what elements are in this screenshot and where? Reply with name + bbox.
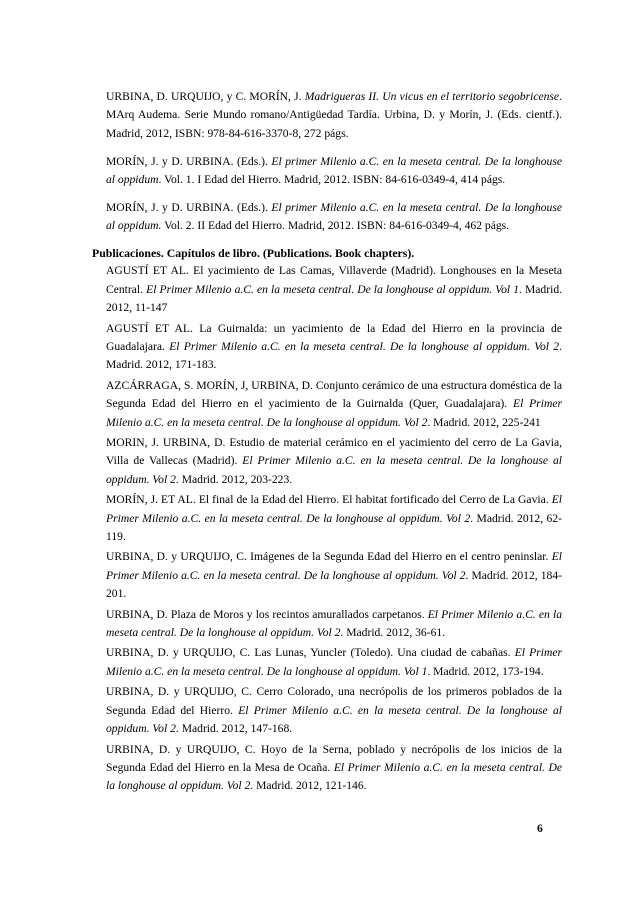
chapter-7-book-title: El Primer Milenio a.C. en la meseta central. De la longhouse al oppidum. Vol 2 (106, 607, 562, 640)
book-entry-2 (106, 153, 562, 190)
chapter-1-text: AGUSTÍ ET AL. El yacimiento de Las Camas, Villaverde (Madrid). Longhouses en la Meseta Central. (106, 264, 562, 296)
chapter-entry-10 (106, 741, 562, 796)
book-3-title: El primer Milenio a.C. en la meseta central. De la longhouse al oppidum. (106, 201, 562, 233)
chapter-1-details: . Madrid. 2012, 11-147 (106, 282, 563, 315)
book-entry-3 (106, 199, 562, 236)
chapter-entry-1 (106, 262, 562, 317)
chapter-6-details: . Madrid. 2012, 184-201. (106, 568, 562, 601)
bibliography-content (92, 88, 562, 798)
book-entry-1 (106, 88, 562, 143)
book-1-details: . MArq Audema. Serie Mundo romano/Antigüedad Tardía. Urbina, D. y Morín, J. (Eds. cientf.). Madrid, 2012, ISBN: 978-84-616-3370-8, 272 págs. (106, 90, 562, 140)
book-2-title: El primer Milenio a.C. en la meseta central. De la longhouse al oppidum (106, 154, 562, 187)
chapter-entry-8 (106, 644, 562, 681)
chapter-4-text: MORIN, J. URBINA, D. Estudio de material cerámico en el yacimiento del cerro de La Gavia, Villa de Vallecas (Madrid). (106, 436, 562, 468)
chapter-entry-5 (106, 491, 562, 546)
chapter-10-book-title: El Primer Milenio a.C. en la meseta central. De la longhouse al oppidum. Vol 2 (106, 760, 562, 793)
chapter-2-text: AGUSTÍ ET AL. La Guirnalda: un yacimiento de la Edad del Hierro en la provincia de Guadalajara. (106, 321, 562, 353)
chapter-5-book-title: El Primer Milenio a.C. en la meseta central. De la longhouse al oppidum. Vol 2 (106, 493, 562, 525)
chapter-5-text: MORÍN, J. ET AL. El final de la Edad del Hierro. El habitat fortificado del Cerro de La Gavia. (106, 493, 552, 507)
chapter-10-text: URBINA, D. y URQUIJO, C. Hoyo de la Serna, poblado y necrópolis de los inicios de la Segunda Edad del Hierro en la Mesa de Ocaña. (106, 742, 562, 774)
chapter-8-book-title: El Primer Milenio a.C. en la meseta central. De la longhouse al oppidum. Vol 1 (106, 646, 563, 678)
chapter-3-details: . Madrid. 2012, 225-241 (427, 415, 541, 429)
book-1-title: Madrigueras II. Un vicus en el territorio segobricense (304, 90, 560, 103)
book-3-authors: MORÍN, J. y D. URBINA. (Eds.). (106, 201, 272, 215)
book-2-authors: MORÍN, J. y D. URBINA. (Eds.). (106, 154, 272, 168)
chapter-2-book-title: El Primer Milenio a.C. en la meseta central. De la longhouse al oppidum. Vol 2 (169, 339, 560, 353)
chapter-1-book-title: El Primer Milenio a.C. en la meseta central. De la longhouse al oppidum. Vol 1 (146, 282, 519, 296)
page-number: 6 (537, 823, 543, 835)
chapter-entry-2 (106, 320, 562, 375)
chapter-entry-6 (106, 548, 562, 603)
chapter-8-text: URBINA, D. y URQUIJO, C. Las Lunas, Yuncler (Toledo). Una ciudad de cabañas. (106, 646, 515, 660)
chapter-9-text: URBINA, D. y URQUIJO, C. Cerro Colorado, una necrópolis de los primeros poblados de la Segunda Edad del Hierro. (106, 685, 562, 717)
book-2-details: . Vol. 1. I Edad del Hierro. Madrid, 2012. ISBN: 84-616-0349-4, 414 págs. (158, 173, 506, 187)
chapter-8-details: . Madrid. 2012, 173-194. (427, 664, 544, 678)
book-3-details: Vol. 2. II Edad del Hierro. Madrid, 2012. ISBN: 84-616-0349-4, 462 págs. (161, 219, 510, 233)
chapter-9-book-title: El Primer Milenio a.C. en la meseta central. De la longhouse al oppidum. Vol 2 (106, 703, 562, 736)
chapter-5-details: . Madrid. 2012, 62-119. (106, 511, 563, 544)
chapter-3-book-title: El Primer Milenio a.C. en la meseta central. De la longhouse al oppidum. Vol 2 (106, 397, 563, 429)
chapter-9-details: . Madrid. 2012, 147-168. (175, 722, 293, 736)
chapter-6-text: URBINA, D. y URQUIJO, C. Imágenes de la Segunda Edad del Hierro en el centro peninslar. (106, 550, 552, 564)
chapter-7-text: URBINA, D. Plaza de Moros y los recintos amurallados carpetanos. (106, 607, 428, 621)
chapter-entry-3 (106, 377, 562, 432)
section-heading-book-chapters: Publicaciones. Capítulos de libro. (Publications. Book chapters). (92, 246, 415, 261)
chapter-4-book-title: El Primer Milenio a.C. en la meseta central. De la longhouse al oppidum. Vol 2 (106, 454, 562, 486)
chapter-entry-7 (106, 606, 562, 643)
chapter-entry-4 (106, 434, 562, 489)
chapter-7-details: . Madrid. 2012, 36-61. (340, 626, 446, 640)
chapter-2-details: . Madrid. 2012, 171-183. (106, 339, 563, 372)
book-1-authors: URBINA, D. URQUIJO, y C. MORÍN, J. (106, 90, 305, 103)
chapter-3-text: AZCÁRRAGA, S. MORÍN, J, URBINA, D. Conjunto cerámico de una estructura doméstica de la Segunda Edad del Hierro en el yacimiento de la Guirnalda (Quer, Guadalajara). (106, 378, 562, 411)
chapter-10-details: . Madrid. 2012, 121-146. (250, 779, 367, 793)
chapter-entry-9 (106, 683, 562, 738)
chapter-6-book-title: El Primer Milenio a.C. en la meseta central. De la longhouse al oppidum. Vol 2 (106, 550, 562, 582)
chapter-4-details: . Madrid. 2012, 203-223. (175, 472, 293, 486)
